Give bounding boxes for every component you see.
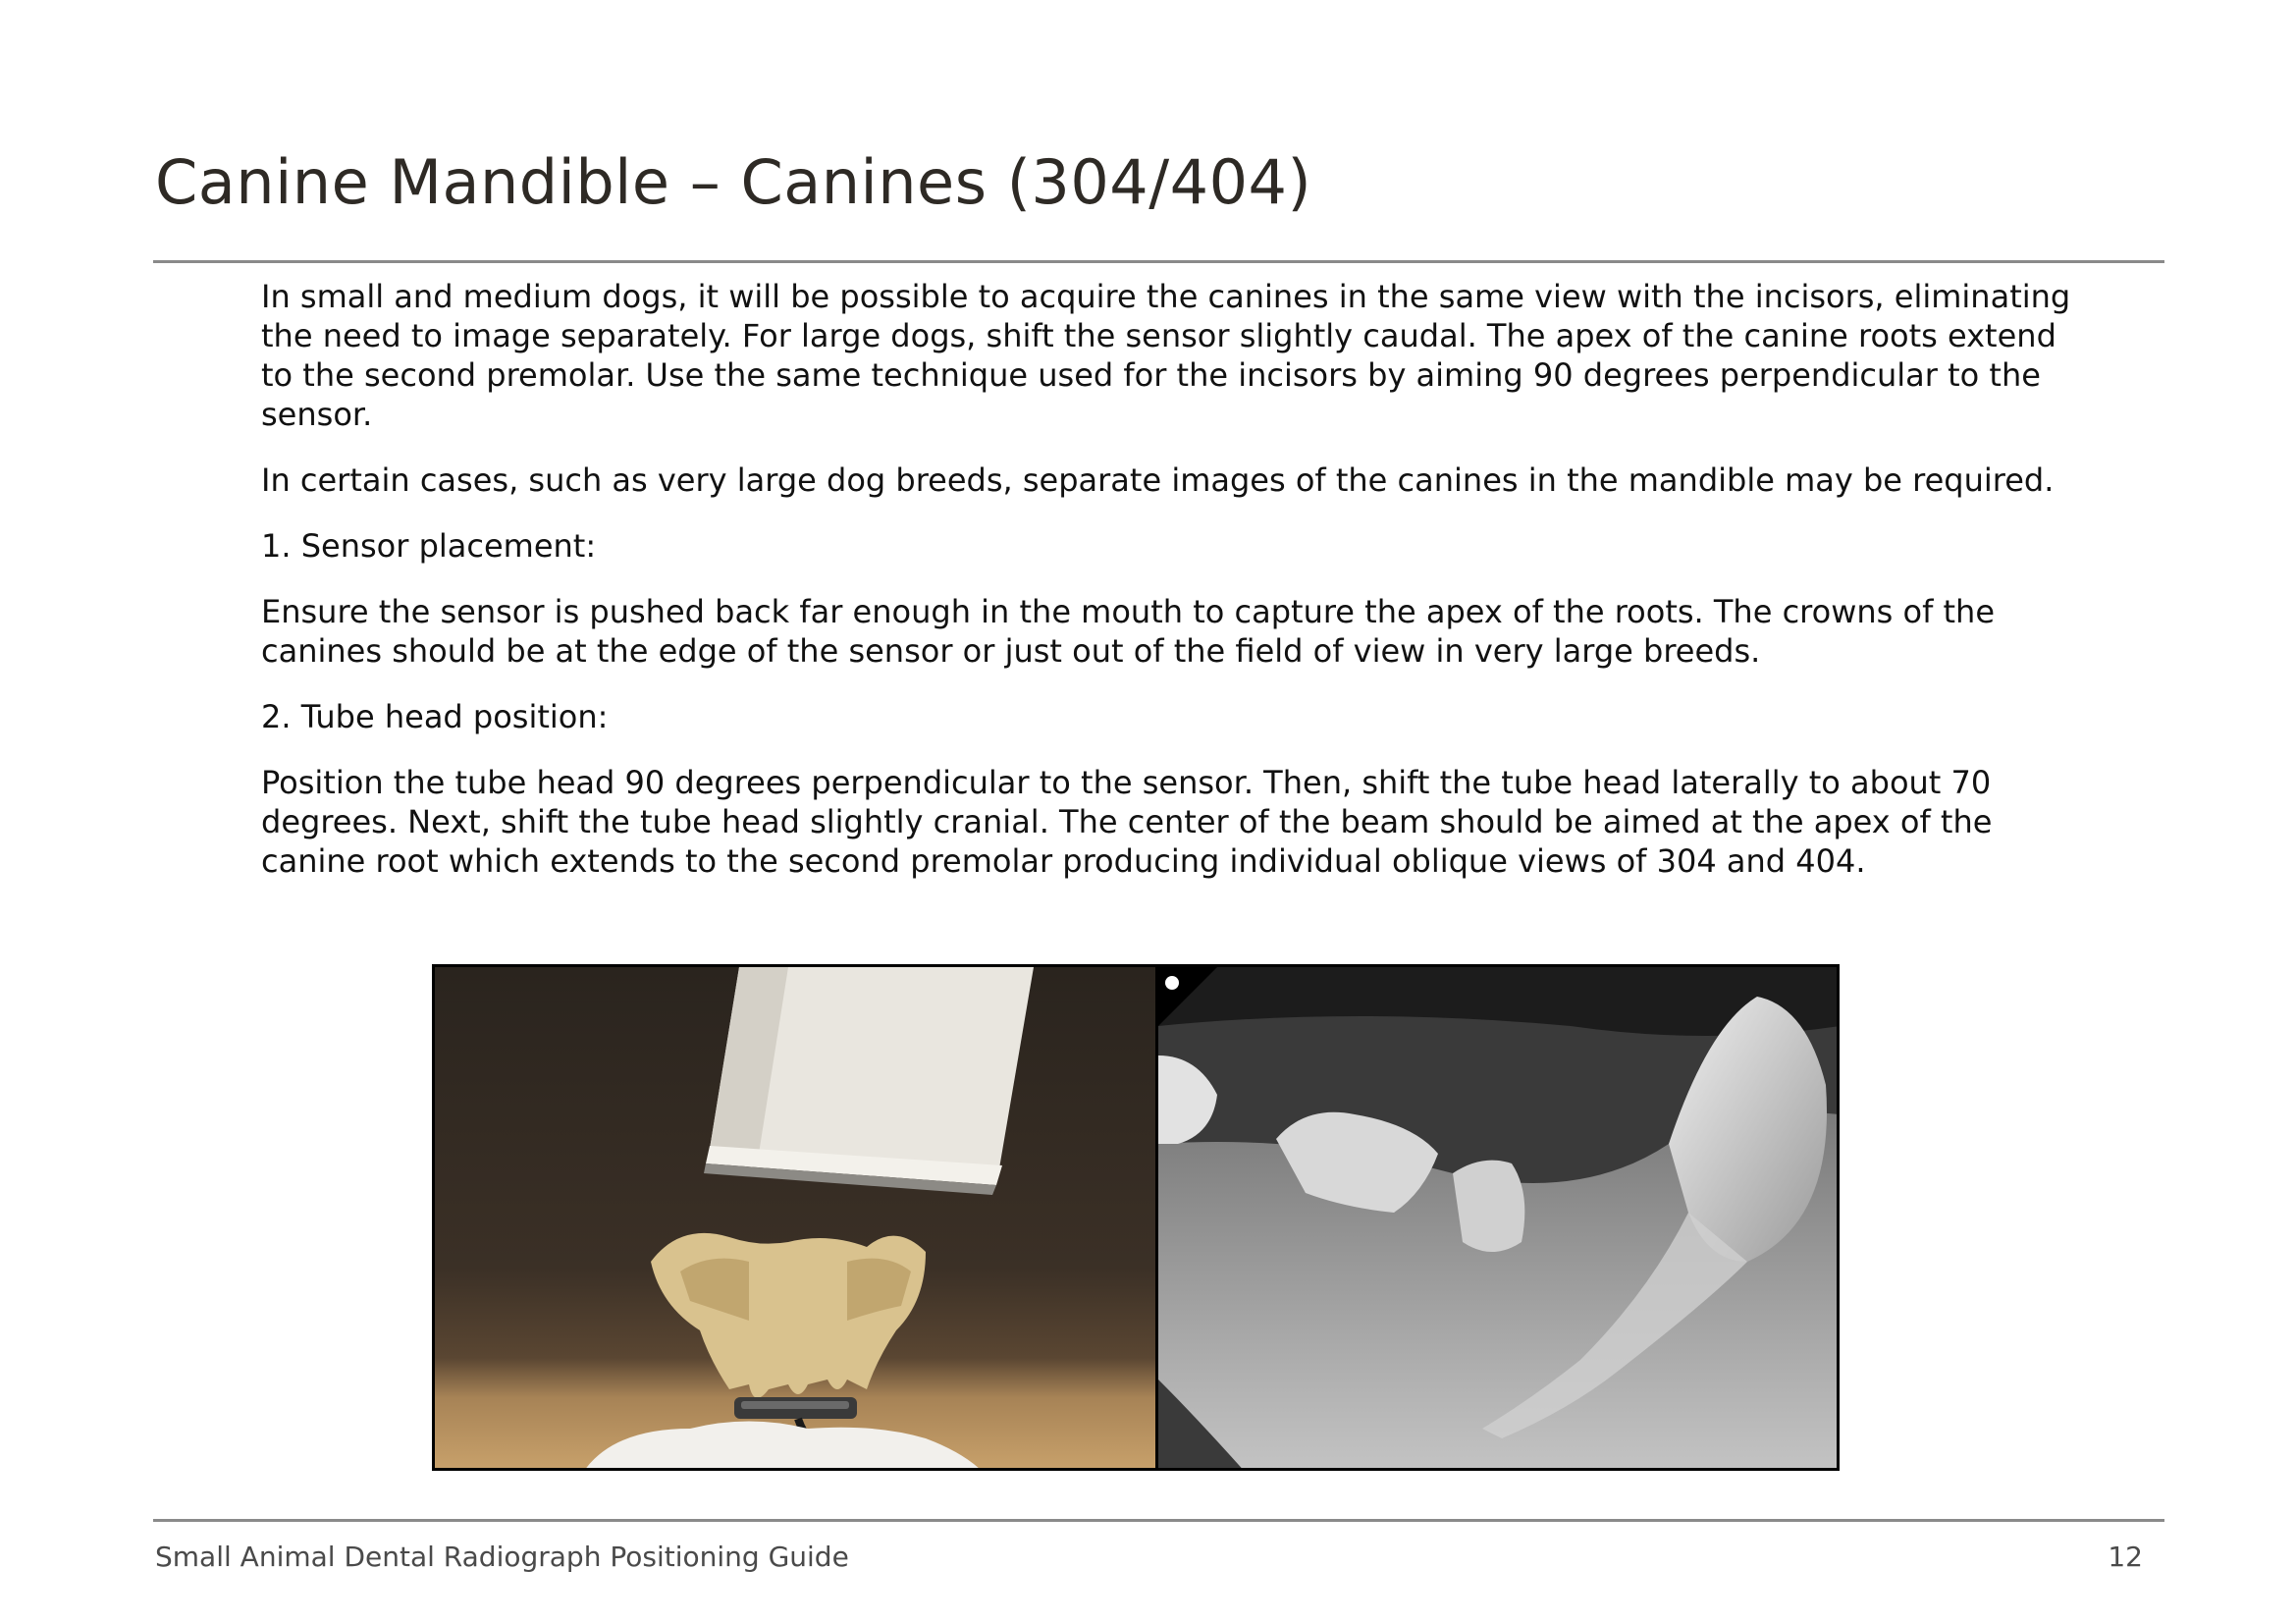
paragraph-tube-head-position: Position the tube head 90 degrees perpendicular to the sensor. Then, shift the tube head laterally to about 70 degrees. Next, shift the tube head slightly cranial. The center of the beam should be aimed at the apex of the canine root which extends to the second premolar producing individual oblique views of 304 and 404. [261,764,1993,880]
skull-and-xray-tube-photo [432,964,1158,1471]
step-heading-tube-head: 2. Tube head position: [261,698,609,735]
body-text [261,277,2077,907]
footer-guide-name: Small Animal Dental Radiograph Positioning Guide [155,1541,849,1573]
page-title: Canine Mandible – Canines (304/404) [155,146,1312,218]
marker-dot [1165,976,1179,990]
mandible-canine-radiograph [1158,964,1840,1471]
paragraph-sensor-placement: Ensure the sensor is pushed back far enough in the mouth to capture the apex of the roots. The crowns of the canines should be at the edge of the sensor or just out of the field of view in very large breeds. [261,593,1996,670]
page-number: 12 [2108,1541,2143,1573]
footer-divider [153,1519,2164,1522]
paragraph-intro: In small and medium dogs, it will be possible to acquire the canines in the same view with the incisors, eliminating the need to image separately. For large dogs, shift the sensor slightly caudal. The apex of the canine roots extend to the second premolar. Use the same technique used for the incisors by aiming 90 degrees perpendicular to the sensor. [261,278,2071,433]
xray-illustration [1158,967,1840,1471]
positioning-figure [432,964,1840,1471]
step-heading-sensor: 1. Sensor placement: [261,527,597,565]
photo-illustration [435,967,1158,1471]
paragraph-large-breeds: In certain cases, such as very large dog breeds, separate images of the canines in the mandible may be required. [261,461,2055,499]
skull-model [651,1233,926,1398]
header-divider [153,260,2164,263]
